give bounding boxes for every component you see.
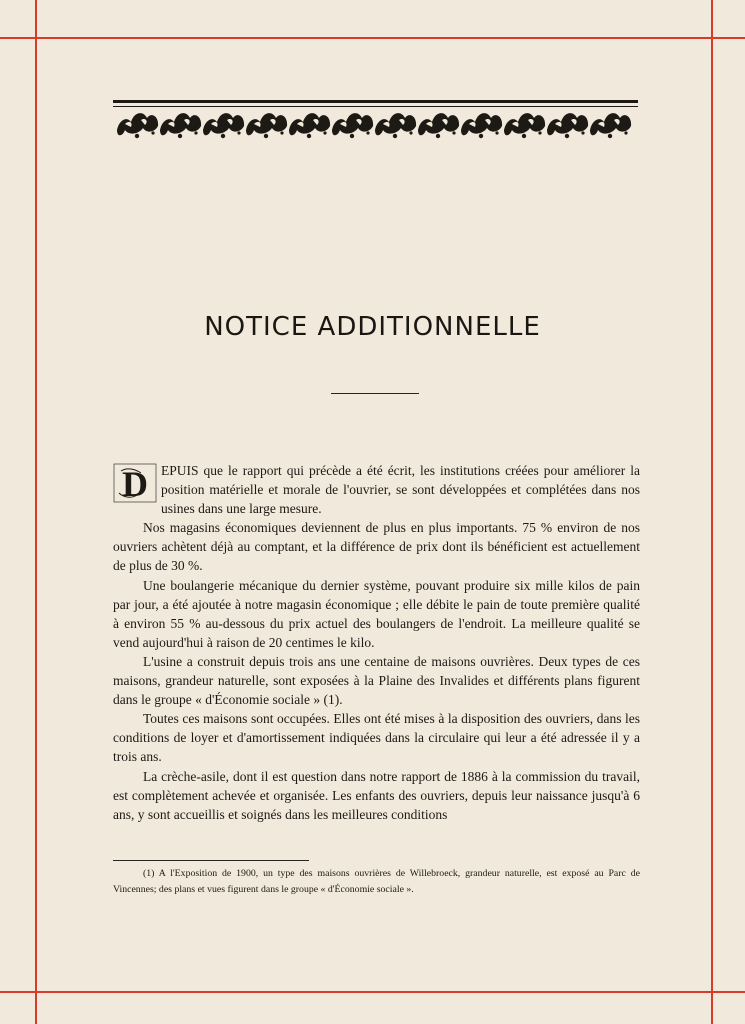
first-word-rest: EPUIS	[161, 463, 199, 478]
paragraph-6: La crèche-asile, dont il est question dans notre rapport de 1886 à la commission du travail, est complètement achevée et organisée. Les enfants des ouvriers, depuis leur naissance jusqu'à 6 ans, y sont accueillis et soignés dans les meilleures conditions	[113, 768, 640, 822]
body-text	[113, 461, 640, 824]
paragraph-1	[113, 461, 640, 518]
footnote-divider	[113, 860, 309, 861]
margin-rule-right	[711, 0, 713, 1024]
paragraph-2: Nos magasins économiques deviennent de plus en plus importants. 75 % environ de nos ouvriers achètent déjà au comptant, et la différence de prix dont ils bénéficient est actuellement de plus de 30 %.	[113, 520, 640, 574]
paragraph-3: Une boulangerie mécanique du dernier système, pouvant produire six mille kilos de pain par jour, a été ajoutée à notre magasin économique ; elle débite le pain de toute première qualité à environ 55 % au-dessous du prix actuel des boulangers de l'endroit. La meilleure qualité se vend aujourd'hui à raison de 20 centimes le kilo.	[113, 577, 640, 650]
page-title: NOTICE ADDITIONNELLE	[204, 312, 541, 342]
paragraph-1-text: que le rapport qui précède a été écrit, les institutions créées pour améliorer la position matérielle et morale de l'ouvrier, se sont développées et complétées dans nos usines dans une large mesure.	[161, 463, 640, 517]
title-divider	[331, 393, 419, 394]
floral-headpiece-ornament	[113, 100, 638, 144]
paragraph-5: Toutes ces maisons sont occupées. Elles ont été mises à la disposition des ouvriers, dans les conditions de loyer et d'amortissement indiquées dans la circulaire qui leur a été adressée il y a trois ans.	[113, 711, 640, 765]
paragraph-4: L'usine a construit depuis trois ans une centaine de maisons ouvrières. Deux types de ces maisons, grandeur naturelle, sont exposées à la Plaine des Invalides et différents plans figurent dans le groupe « d'Économie sociale » (1).	[113, 653, 640, 708]
footnote: (1) A l'Exposition de 1900, un type des maisons ouvrières de Willebroeck, grandeur naturelle, est exposé au Parc de Vincennes; des plans et vues figurent dans le groupe « d'Économie sociale ».	[113, 868, 640, 895]
drop-cap-letter: D	[122, 464, 148, 503]
drop-cap	[113, 463, 157, 503]
margin-rule-left	[35, 0, 37, 1024]
margin-rule-bottom	[0, 991, 745, 993]
margin-rule-top	[0, 37, 745, 39]
